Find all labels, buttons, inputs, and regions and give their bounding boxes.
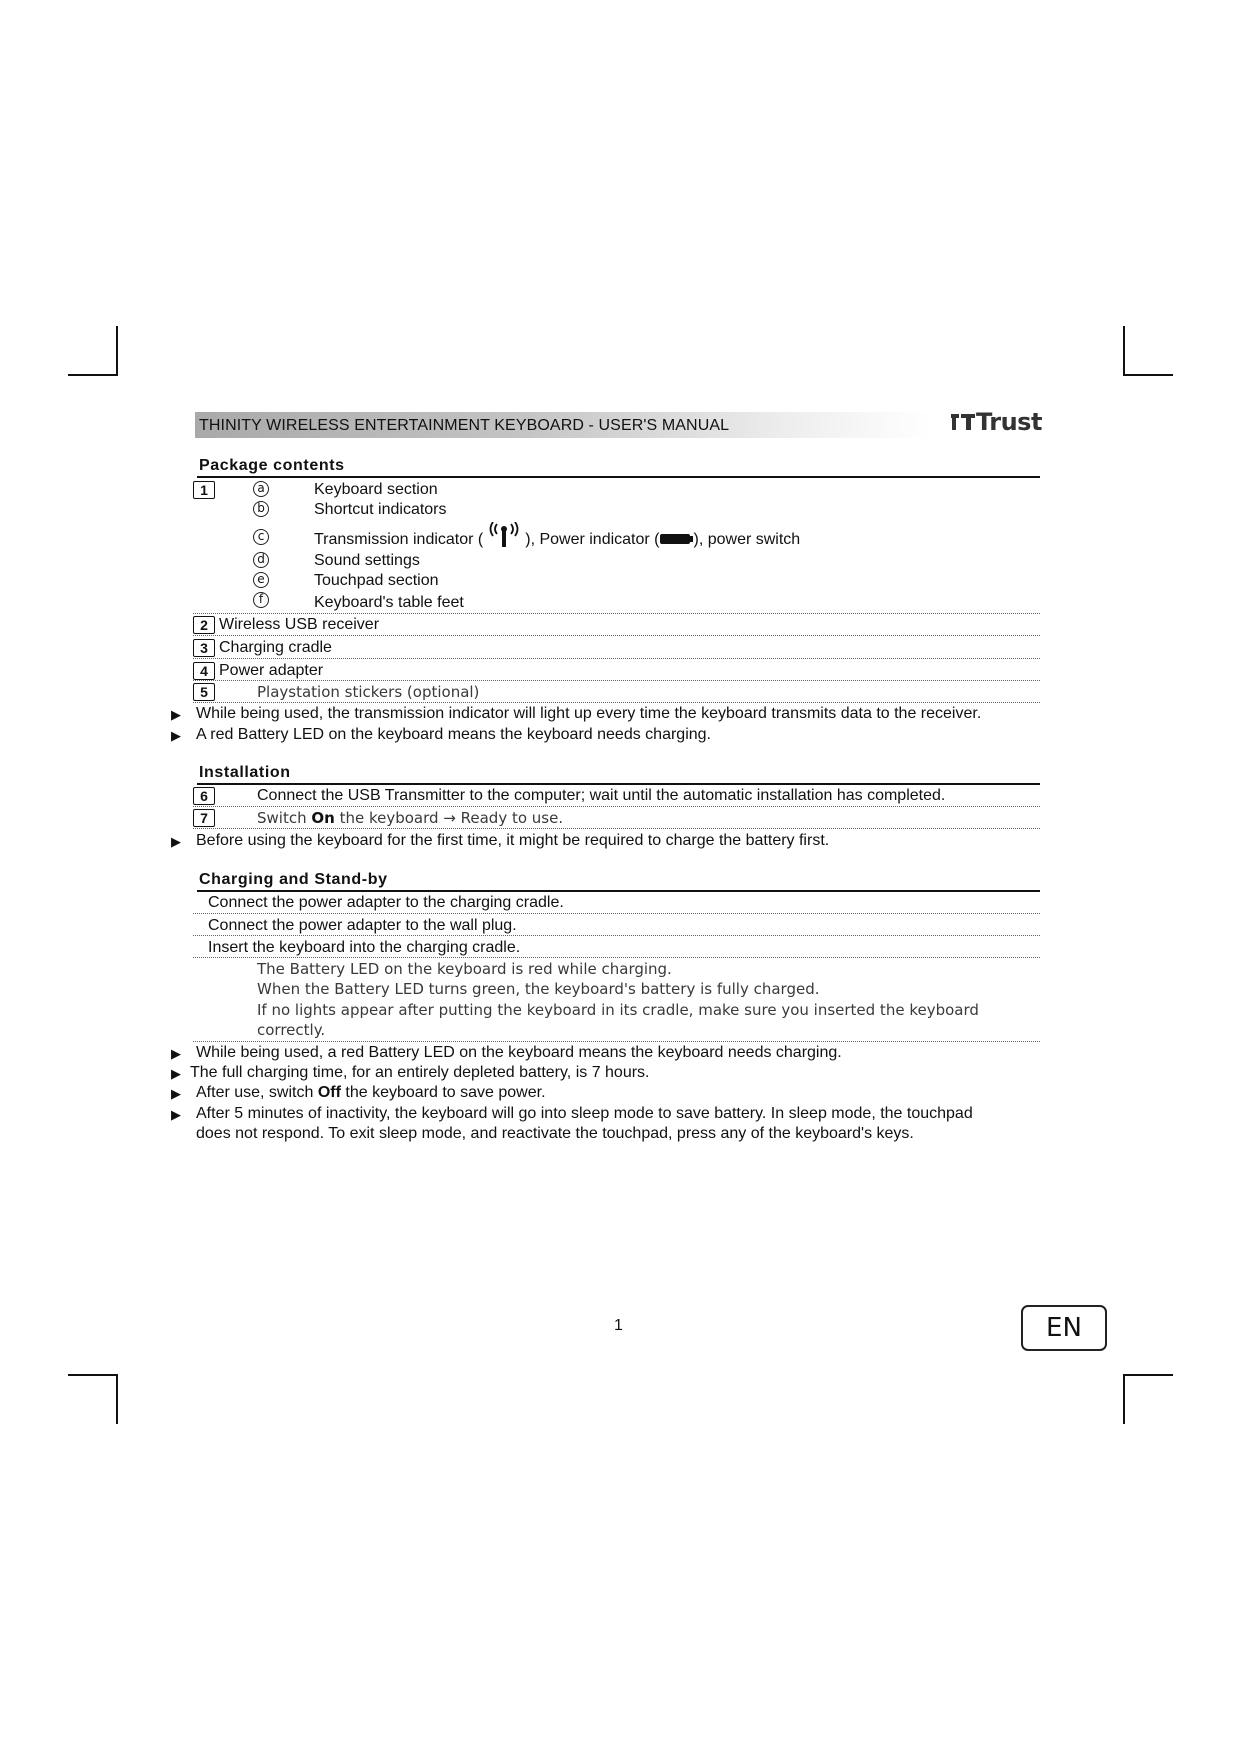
section-rule-package xyxy=(197,476,1040,478)
step-text-7-part2: the keyboard → Ready to use. xyxy=(334,809,564,827)
page-number: 1 xyxy=(614,1317,623,1334)
charging-step-2: Connect the power adapter to the wall plug. xyxy=(208,917,517,934)
step-number-1: 1 xyxy=(193,481,215,499)
component-text-d: Sound settings xyxy=(314,552,420,569)
component-text-b: Shortcut indicators xyxy=(314,501,447,518)
item-text-4: Power adapter xyxy=(219,662,324,679)
charging-note-3-part2: the keyboard to save power. xyxy=(340,1084,546,1101)
item-text-2: Wireless USB receiver xyxy=(219,616,380,633)
crop-mark-tl-h xyxy=(68,374,118,376)
component-letter-e: e xyxy=(253,572,269,588)
charging-status-1: The Battery LED on the keyboard is red while charging. xyxy=(257,960,672,978)
charging-note-4-line1: After 5 minutes of inactivity, the keyboard will go into sleep mode to save battery. In sleep mode, the touchpad xyxy=(196,1105,973,1122)
dotted-separator xyxy=(193,957,1040,958)
charging-step-1: Connect the power adapter to the charging cradle. xyxy=(208,894,564,911)
charging-note-2: The full charging time, for an entirely depleted battery, is 7 hours. xyxy=(190,1064,650,1081)
bullet-icon: ▶ xyxy=(171,834,181,849)
component-text-c xyxy=(314,531,800,549)
power-indicator-icon xyxy=(660,533,694,545)
transmission-icon xyxy=(485,522,523,548)
manual-title: THINITY WIRELESS ENTERTAINMENT KEYBOARD - USER'S MANUAL xyxy=(199,417,730,434)
step-text-7-part1: Switch xyxy=(257,809,312,827)
step-text-7-bold: On xyxy=(311,809,335,827)
dotted-separator xyxy=(193,658,1040,659)
bullet-icon: ▶ xyxy=(171,1066,181,1081)
crop-mark-tr-h xyxy=(1123,374,1173,376)
crop-mark-br-v xyxy=(1123,1374,1125,1424)
charging-status-2: When the Battery LED turns green, the keyboard's battery is fully charged. xyxy=(257,980,820,998)
dotted-separator xyxy=(193,635,1040,636)
crop-mark-tr-v xyxy=(1123,326,1125,376)
charging-note-3-part1: After use, switch xyxy=(196,1084,318,1101)
component-text-e: Touchpad section xyxy=(314,572,439,589)
item-number-3: 3 xyxy=(193,639,215,657)
crop-mark-bl-h xyxy=(68,1374,118,1376)
component-text-c-part1: Transmission indicator ( xyxy=(314,531,484,548)
component-text-a: Keyboard section xyxy=(314,481,438,498)
component-text-c-part3: ), power switch xyxy=(693,531,801,548)
dotted-separator xyxy=(193,613,1040,614)
component-letter-a: a xyxy=(253,481,269,497)
item-number-4: 4 xyxy=(193,662,215,680)
step-number-7: 7 xyxy=(193,809,215,827)
item-number-5: 5 xyxy=(193,683,215,701)
dotted-separator xyxy=(193,913,1040,914)
section-title-package: Package contents xyxy=(199,457,345,474)
charging-note-4-line2: does not respond. To exit sleep mode, and reactivate the touchpad, press any of the keyboard's keys. xyxy=(196,1125,914,1142)
language-badge: EN xyxy=(1021,1305,1107,1351)
step-number-6: 6 xyxy=(193,787,215,805)
item-number-2: 2 xyxy=(193,616,215,634)
step-text-6: Connect the USB Transmitter to the computer; wait until the automatic installation has completed. xyxy=(257,787,946,804)
charging-note-3 xyxy=(196,1084,546,1102)
bullet-icon: ▶ xyxy=(171,1046,181,1061)
crop-mark-br-h xyxy=(1123,1374,1173,1376)
charging-note-1: While being used, a red Battery LED on the keyboard means the keyboard needs charging. xyxy=(196,1044,842,1061)
package-note-1: While being used, the transmission indicator will light up every time the keyboard transmits data to the receiver. xyxy=(196,705,982,722)
trust-logo-text: Trust xyxy=(976,408,1042,436)
crop-mark-bl-v xyxy=(116,1374,118,1424)
package-note-2: A red Battery LED on the keyboard means the keyboard needs charging. xyxy=(196,726,711,743)
component-letter-f: f xyxy=(253,592,269,608)
item-text-3: Charging cradle xyxy=(219,639,332,656)
dotted-separator xyxy=(193,680,1040,681)
dotted-separator xyxy=(193,806,1040,807)
crop-mark-tl-v xyxy=(116,326,118,376)
section-rule-charging xyxy=(197,890,1040,892)
charging-note-3-bold: Off xyxy=(317,1084,341,1101)
section-rule-installation xyxy=(197,783,1040,785)
dotted-separator xyxy=(193,935,1040,936)
charging-step-3: Insert the keyboard into the charging cradle. xyxy=(208,939,521,956)
dotted-separator xyxy=(193,828,1040,829)
trust-logo-icon xyxy=(950,412,976,432)
component-text-c-part2: ), Power indicator ( xyxy=(525,531,660,548)
component-letter-c: c xyxy=(253,529,269,545)
component-letter-b: b xyxy=(253,501,269,517)
trust-logo xyxy=(950,408,1046,436)
component-letter-d: d xyxy=(253,552,269,568)
item-text-5: Playstation stickers (optional) xyxy=(257,683,480,701)
bullet-icon: ▶ xyxy=(171,1086,181,1101)
dotted-separator xyxy=(193,702,1040,703)
section-title-installation: Installation xyxy=(199,764,291,781)
component-text-f: Keyboard's table feet xyxy=(314,594,464,611)
charging-status-3: If no lights appear after putting the keyboard in its cradle, make sure you inserted the keyboard xyxy=(257,1001,979,1019)
bullet-icon: ▶ xyxy=(171,728,181,743)
charging-status-4: correctly. xyxy=(257,1021,326,1039)
installation-note: Before using the keyboard for the first time, it might be required to charge the battery first. xyxy=(196,832,830,849)
bullet-icon: ▶ xyxy=(171,707,181,722)
section-title-charging: Charging and Stand-by xyxy=(199,871,388,888)
step-text-7 xyxy=(257,809,563,827)
dotted-separator xyxy=(193,1041,1040,1042)
bullet-icon: ▶ xyxy=(171,1107,181,1122)
